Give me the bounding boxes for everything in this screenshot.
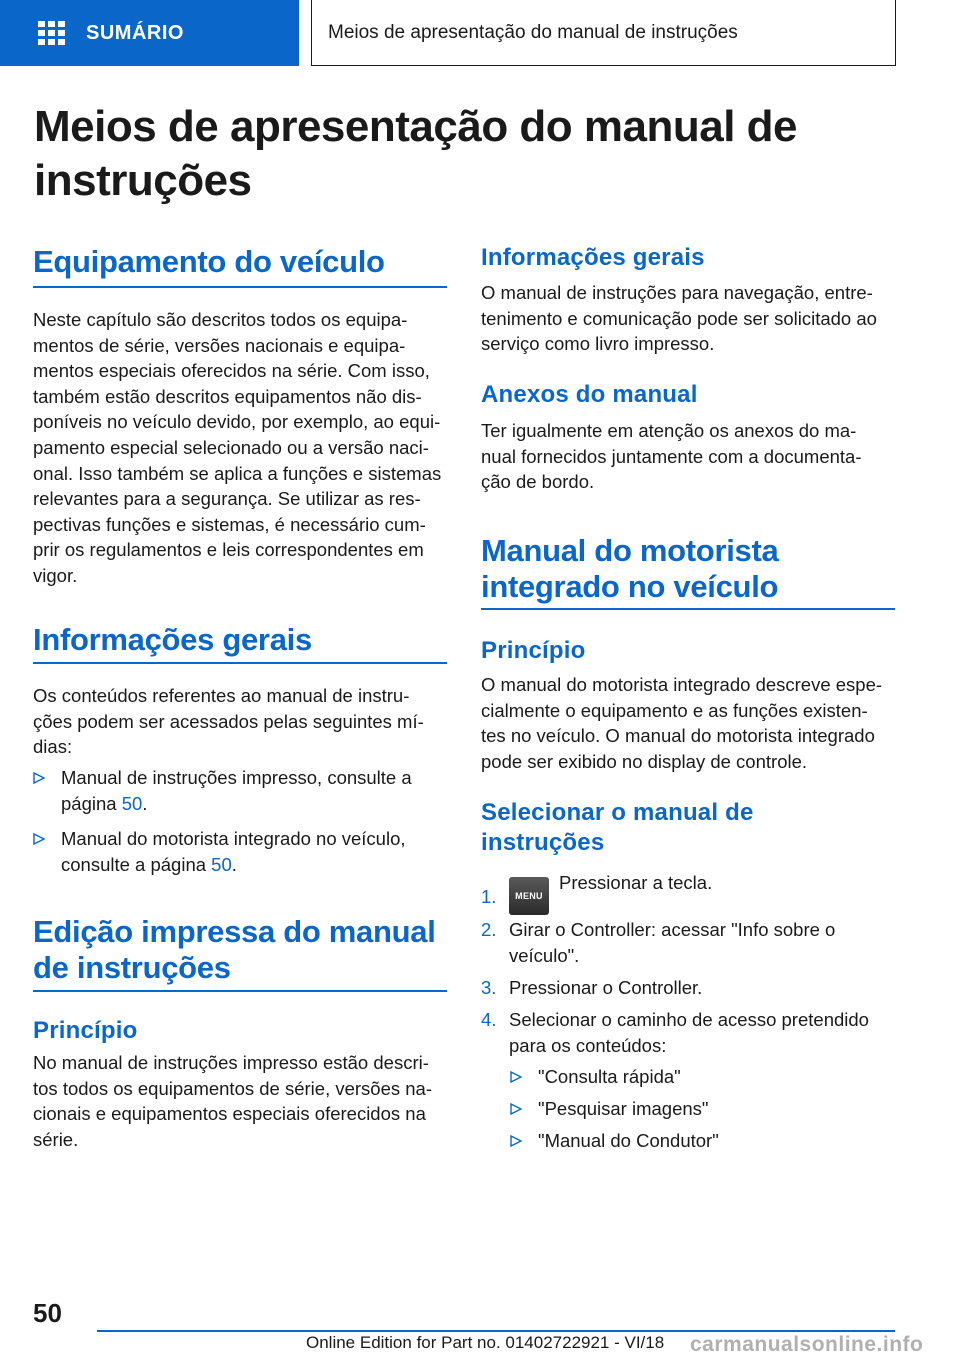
equipment-paragraph: Neste capítulo são descritos todos os equipa- mentos de série, versões nacionais e equipa- mentos especiais oferecidos na série. Com isso, também estão descritos equipamentos não dis- poníveis no veículo devido, por exemplo, ao equi- pamento especial selecionado ou a versão naci- onal. Isso também se aplica a funções e sistemas relevantes para a segurança. Se utilizar as res- pectivas funções e sistemas, é necessário cum- prir os regulamentos e leis correspondentes em vigor. <box>33 309 442 586</box>
integrated-manual-heading: Manual do motorista integrado no veículo <box>481 533 779 604</box>
breadcrumb: Meios de apresentação do manual de instruções <box>311 0 896 66</box>
principle-heading: Princípio <box>481 637 586 664</box>
footer-rule <box>97 1330 895 1332</box>
printed-edition-heading: Edição impressa do manual de instruções <box>33 914 436 985</box>
grid-menu-icon <box>38 21 66 45</box>
page-number: 50 <box>33 1298 62 1328</box>
section-rule <box>33 662 447 664</box>
general-info-heading: Informações gerais <box>33 622 312 657</box>
page-link[interactable]: 50 <box>211 853 232 875</box>
principle-paragraph: No manual de instruções impresso estão descri- tos todos os equipamentos de série, versões na- cionais e equipamentos especiais oferecidos na série. <box>33 1052 433 1150</box>
general-info-heading: Informações gerais <box>481 244 705 271</box>
step-number: 2. <box>481 919 497 940</box>
top-bar <box>0 0 960 66</box>
triangle-bullet-icon <box>33 833 45 845</box>
general-info-paragraph: Os conteúdos referentes ao manual de instru- ções podem ser acessados pelas seguintes mí- dias: <box>33 685 424 758</box>
triangle-bullet-icon <box>510 1071 522 1083</box>
section-rule <box>481 608 895 610</box>
section-rule <box>33 990 447 992</box>
triangle-bullet-icon <box>510 1135 522 1147</box>
principle-heading: Princípio <box>33 1017 138 1044</box>
principle-paragraph: O manual do motorista integrado descreve espe- cialmente o equipamento e as funções existen- tes no veículo. O manual do motorista integrado pode ser exibido no display de controle. <box>481 674 883 772</box>
summary-label: SUMÁRIO <box>86 21 184 44</box>
menu-key-icon: MENU <box>509 877 549 915</box>
annex-paragraph: Ter igualmente em atenção os anexos do ma- nual fornecidos juntamente com a documenta- ção de bordo. <box>481 420 862 493</box>
summary-button[interactable] <box>0 0 299 66</box>
annex-heading: Anexos do manual <box>481 381 698 408</box>
watermark: carmanualsonline.info <box>690 1333 924 1356</box>
triangle-bullet-icon <box>510 1103 522 1115</box>
step-number: 4. <box>481 1009 497 1030</box>
page-link[interactable]: 50 <box>121 792 143 814</box>
select-manual-heading: Selecionar o manual de instruções <box>481 799 754 856</box>
step-number: 1. <box>481 886 497 907</box>
page-title: Meios de apresentação do manual de instruções <box>34 102 798 205</box>
triangle-bullet-icon <box>33 772 45 784</box>
section-rule <box>33 286 447 288</box>
equipment-heading: Equipamento do veículo <box>33 244 385 279</box>
step-number: 3. <box>481 977 497 998</box>
general-info-paragraph: O manual de instruções para navegação, entre- tenimento e comunicação pode ser solicitado ao serviço como livro impresso. <box>481 282 877 355</box>
edition-text: Online Edition for Part no. 01402722921 - VI/18 <box>306 1333 665 1352</box>
